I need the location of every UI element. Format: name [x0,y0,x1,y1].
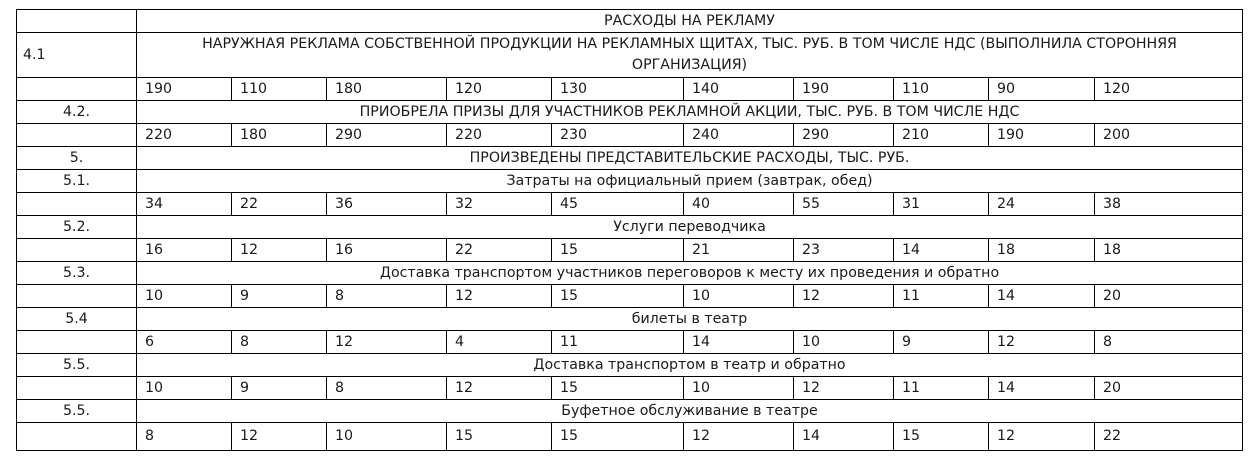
value-cell: 8 [327,285,447,308]
value-cell: 210 [894,124,989,147]
value-cell: 90 [989,78,1095,101]
values-row [17,285,1243,308]
value-cell: 45 [552,193,684,216]
values-row [17,193,1243,216]
section-index: 5.5. [17,354,137,377]
value-cell: 12 [447,285,552,308]
value-cell: 9 [232,285,327,308]
section-header-row [17,354,1243,377]
empty-index-cell [17,78,137,101]
values-row [17,423,1243,451]
empty-index-cell [17,377,137,400]
table-title-row [17,10,1243,33]
section-title: НАРУЖНАЯ РЕКЛАМА СОБСТВЕННОЙ ПРОДУКЦИИ НА РЕКЛАМНЫХ ЩИТАХ, ТЫС. РУБ. В ТОМ ЧИСЛЕ НДС (ВЫПОЛНИЛА СТОРОННЯЯ ОРГАНИЗАЦИЯ) [137,33,1243,78]
value-cell: 9 [894,331,989,354]
value-cell: 220 [137,124,232,147]
value-cell: 10 [684,285,794,308]
section-header-row [17,262,1243,285]
value-cell: 120 [447,78,552,101]
section-header-row [17,147,1243,170]
value-cell: 10 [327,423,447,451]
section-index: 5.1. [17,170,137,193]
value-cell: 31 [894,193,989,216]
section-title: Услуги переводчика [137,216,1243,239]
value-cell: 32 [447,193,552,216]
value-cell: 190 [137,78,232,101]
value-cell: 240 [684,124,794,147]
value-cell: 140 [684,78,794,101]
value-cell: 15 [552,285,684,308]
value-cell: 130 [552,78,684,101]
section-title: Доставка транспортом в театр и обратно [137,354,1243,377]
value-cell: 14 [989,377,1095,400]
value-cell: 12 [989,331,1095,354]
value-cell: 12 [794,377,894,400]
section-header-row [17,400,1243,423]
value-cell: 22 [1095,423,1243,451]
values-row [17,331,1243,354]
value-cell: 11 [894,285,989,308]
value-cell: 12 [794,285,894,308]
value-cell: 8 [327,377,447,400]
section-title: Затраты на официальный прием (завтрак, обед) [137,170,1243,193]
section-title: билеты в театр [137,308,1243,331]
empty-index-cell [17,423,137,451]
value-cell: 15 [552,239,684,262]
value-cell: 8 [137,423,232,451]
value-cell: 22 [447,239,552,262]
value-cell: 290 [794,124,894,147]
empty-index-cell [17,124,137,147]
value-cell: 8 [1095,331,1243,354]
value-cell: 36 [327,193,447,216]
empty-index-cell [17,239,137,262]
section-header-row [17,101,1243,124]
value-cell: 200 [1095,124,1243,147]
value-cell: 10 [794,331,894,354]
value-cell: 12 [989,423,1095,451]
value-cell: 120 [1095,78,1243,101]
section-title: ПРИОБРЕЛА ПРИЗЫ ДЛЯ УЧАСТНИКОВ РЕКЛАМНОЙ АКЦИИ, ТЫС. РУБ. В ТОМ ЧИСЛЕ НДС [137,101,1243,124]
value-cell: 22 [232,193,327,216]
values-row [17,377,1243,400]
value-cell: 15 [552,423,684,451]
section-index: 4.1 [17,33,137,78]
empty-index-cell [17,193,137,216]
values-row [17,78,1243,101]
value-cell: 14 [989,285,1095,308]
section-index: 5.3. [17,262,137,285]
section-header-row [17,216,1243,239]
value-cell: 34 [137,193,232,216]
value-cell: 12 [327,331,447,354]
value-cell: 20 [1095,377,1243,400]
value-cell: 38 [1095,193,1243,216]
value-cell: 15 [894,423,989,451]
value-cell: 20 [1095,285,1243,308]
value-cell: 10 [684,377,794,400]
value-cell: 18 [1095,239,1243,262]
value-cell: 16 [137,239,232,262]
value-cell: 10 [137,377,232,400]
value-cell: 9 [232,377,327,400]
value-cell: 190 [989,124,1095,147]
value-cell: 11 [894,377,989,400]
value-cell: 180 [232,124,327,147]
value-cell: 23 [794,239,894,262]
value-cell: 230 [552,124,684,147]
value-cell: 15 [552,377,684,400]
expense-sheet [16,9,1242,451]
section-index: 5. [17,147,137,170]
value-cell: 220 [447,124,552,147]
value-cell: 14 [684,331,794,354]
section-title: ПРОИЗВЕДЕНЫ ПРЕДСТАВИТЕЛЬСКИЕ РАСХОДЫ, ТЫС. РУБ. [137,147,1243,170]
value-cell: 6 [137,331,232,354]
value-cell: 24 [989,193,1095,216]
value-cell: 14 [894,239,989,262]
empty-index-cell [17,10,137,33]
values-row [17,239,1243,262]
value-cell: 15 [447,423,552,451]
value-cell: 290 [327,124,447,147]
section-index: 4.2. [17,101,137,124]
section-index: 5.2. [17,216,137,239]
value-cell: 12 [232,423,327,451]
value-cell: 18 [989,239,1095,262]
value-cell: 190 [794,78,894,101]
values-row [17,124,1243,147]
section-title: Буфетное обслуживание в театре [137,400,1243,423]
section-index: 5.4 [17,308,137,331]
value-cell: 110 [232,78,327,101]
advertising-expenses-table [16,9,1243,451]
value-cell: 11 [552,331,684,354]
value-cell: 55 [794,193,894,216]
value-cell: 16 [327,239,447,262]
table-title: РАСХОДЫ НА РЕКЛАМУ [137,10,1243,33]
value-cell: 12 [684,423,794,451]
value-cell: 110 [894,78,989,101]
empty-index-cell [17,331,137,354]
value-cell: 8 [232,331,327,354]
section-header-row [17,308,1243,331]
value-cell: 10 [137,285,232,308]
section-title: Доставка транспортом участников переговоров к месту их проведения и обратно [137,262,1243,285]
section-header-row [17,170,1243,193]
empty-index-cell [17,285,137,308]
value-cell: 180 [327,78,447,101]
value-cell: 12 [232,239,327,262]
value-cell: 14 [794,423,894,451]
value-cell: 4 [447,331,552,354]
value-cell: 12 [447,377,552,400]
section-index: 5.5. [17,400,137,423]
section-header-row [17,33,1243,78]
value-cell: 21 [684,239,794,262]
value-cell: 40 [684,193,794,216]
